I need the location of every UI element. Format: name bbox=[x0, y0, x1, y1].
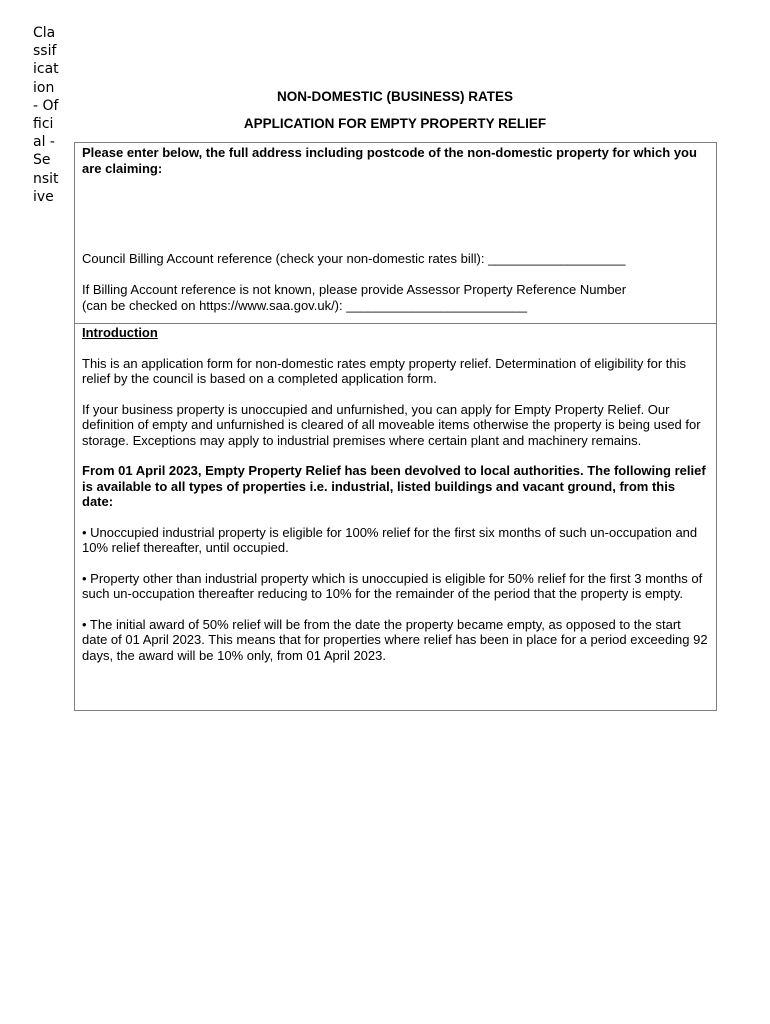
form-subtitle: APPLICATION FOR EMPTY PROPERTY RELIEF bbox=[243, 116, 547, 131]
assessor-reference-field[interactable] bbox=[82, 282, 709, 313]
intro-paragraph-2: If your business property is unoccupied and unfurnished, you can apply for Empty Property Relief. Our definition of empty and unfurnished is cleared of all moveable items otherwise the property is being used for storage. Exceptions may apply to industrial premises where certain plant and machinery remains. bbox=[82, 401, 701, 448]
form-table bbox=[74, 142, 717, 711]
introduction-section bbox=[75, 324, 716, 710]
assessor-reference-link-text: (can be checked on https://www.saa.gov.uk/): _________________________ bbox=[82, 297, 527, 313]
classification-label: Classification - Official - Sensitive bbox=[33, 25, 59, 205]
form-title: NON-DOMESTIC (BUSINESS) RATES bbox=[276, 89, 513, 104]
assessor-reference-text: If Billing Account reference is not known, please provide Assessor Property Reference Number bbox=[82, 282, 627, 297]
intro-paragraph-3: From 01 April 2023, Empty Property Relief has been devolved to local authorities. The following relief is available to all types of properties i.e. industrial, listed buildings and vacant ground, from this date: bbox=[82, 463, 706, 509]
relief-bullet-2: • Property other than industrial property which is unoccupied is eligible for 50% relief for the first 3 months of such un-occupation thereafter reducing to 10% for the remainder of the period that the property is empty. bbox=[82, 570, 703, 601]
address-section bbox=[75, 143, 716, 324]
relief-bullet-3: • The initial award of 50% relief will be from the date the property became empty, as opposed to the start date of 01 April 2023. This means that for properties where relief has been in place for a period exceeding 92 days, the award will be 10% only, from 01 April 2023. bbox=[82, 616, 708, 663]
intro-paragraph-1: This is an application form for non-domestic rates empty property relief. Determination of eligibility for this relief by the council is based on a completed application form. bbox=[82, 355, 687, 386]
billing-reference-field[interactable]: Council Billing Account reference (check your non-domestic rates bill): ___________________ bbox=[82, 251, 626, 266]
address-prompt: Please enter below, the full address including postcode of the non-domestic property for which you are claiming: bbox=[82, 145, 697, 176]
relief-bullet-1: • Unoccupied industrial property is eligible for 100% relief for the first six months of such un-occupation and 10% relief thereafter, until occupied. bbox=[82, 524, 698, 555]
introduction-heading: Introduction bbox=[82, 325, 158, 340]
